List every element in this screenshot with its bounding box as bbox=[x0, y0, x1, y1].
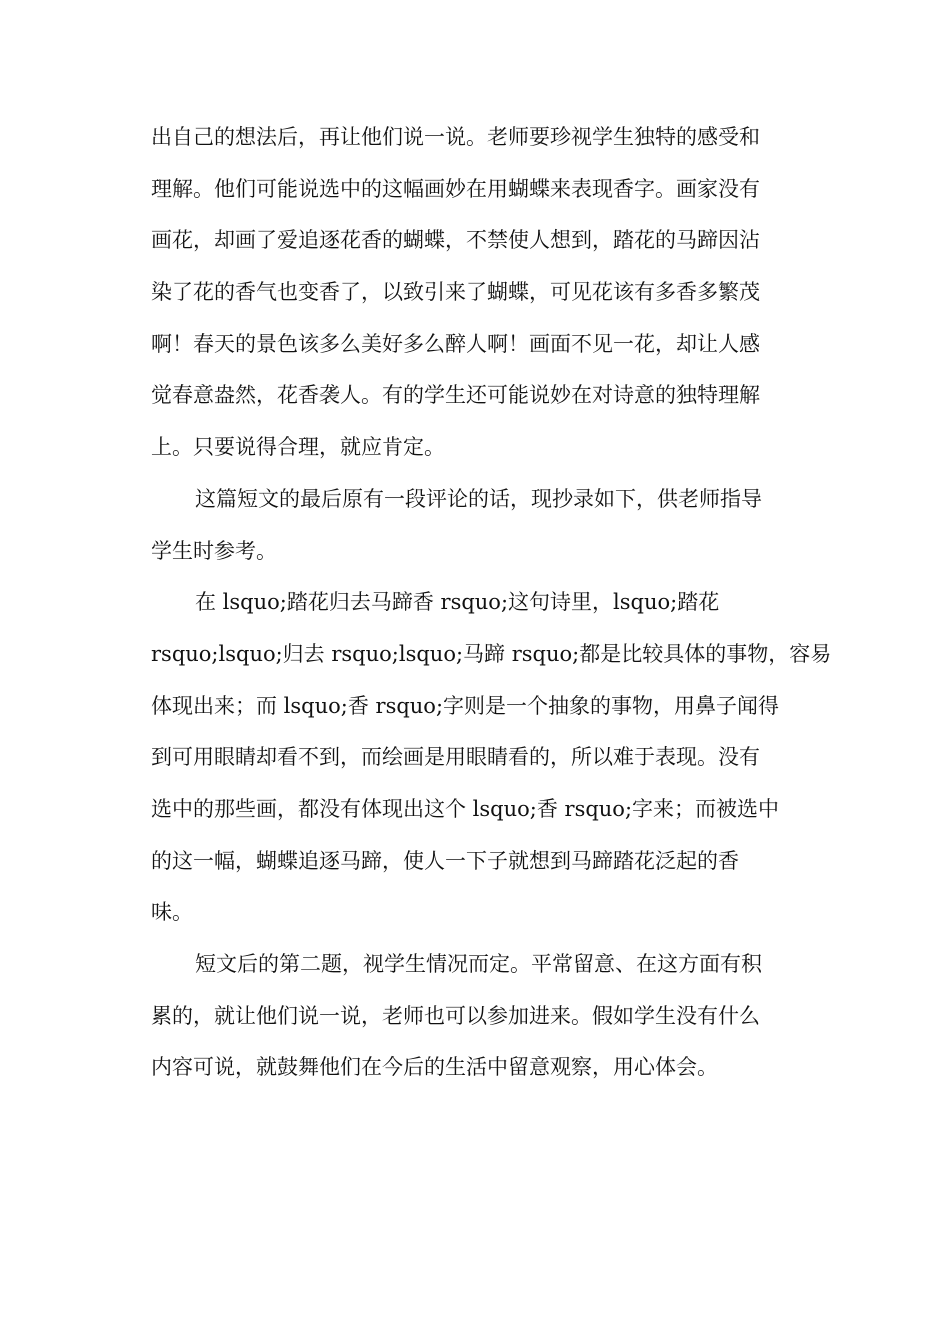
text-line: 在 lsquo;踏花归去马蹄香 rsquo;这句诗里，lsquo;踏花 bbox=[195, 590, 720, 615]
text-line: 觉春意盎然，花香袭人。有的学生还可能说妙在对诗意的独特理解 bbox=[151, 383, 760, 408]
text-line: 画花，却画了爱追逐花香的蝴蝶，不禁使人想到，踏花的马蹄因沾 bbox=[151, 228, 760, 253]
text-line: rsquo;lsquo;归去 rsquo;lsquo;马蹄 rsquo;都是比较具体的事物，容易 bbox=[151, 641, 832, 666]
text-line: 选中的那些画，都没有体现出这个 lsquo;香 rsquo;字来；而被选中 bbox=[151, 796, 780, 821]
body-text bbox=[151, 112, 832, 1094]
paragraph-2 bbox=[151, 474, 811, 577]
text-line: 到可用眼睛却看不到，而绘画是用眼睛看的，所以难于表现。没有 bbox=[151, 745, 760, 770]
text-line: 理解。他们可能说选中的这幅画妙在用蝴蝶来表现香字。画家没有 bbox=[151, 176, 760, 201]
text-line: 的这一幅，蝴蝶追逐马蹄，使人一下子就想到马蹄踏花泛起的香 bbox=[151, 848, 739, 873]
paragraph-4 bbox=[151, 939, 811, 1094]
text-line: 染了花的香气也变香了，以致引来了蝴蝶，可见花该有多香多繁茂 bbox=[151, 280, 760, 305]
text-line: 内容可说，就鼓舞他们在今后的生活中留意观察，用心体会。 bbox=[151, 1055, 718, 1080]
text-line: 体现出来；而 lsquo;香 rsquo;字则是一个抽象的事物，用鼻子闻得 bbox=[151, 693, 780, 718]
text-line: 出自己的想法后，再让他们说一说。老师要珍视学生独特的感受和 bbox=[151, 125, 760, 149]
paragraph-3 bbox=[151, 577, 832, 939]
text-line: 这篇短文的最后原有一段评论的话，现抄录如下，供老师指导 bbox=[195, 486, 762, 511]
text-line: 学生时参考。 bbox=[151, 538, 277, 563]
text-line: 上。只要说得合理，就应肯定。 bbox=[151, 435, 445, 460]
text-line: 累的，就让他们说一说，老师也可以参加进来。假如学生没有什么 bbox=[151, 1003, 760, 1028]
text-line: 啊！春天的景色该多么美好多么醉人啊！画面不见一花，却让人感 bbox=[151, 331, 760, 356]
paragraph-1 bbox=[151, 112, 811, 474]
text-line: 短文后的第二题，视学生情况而定。平常留意、在这方面有积 bbox=[195, 952, 762, 976]
text-line: 味。 bbox=[151, 900, 193, 925]
